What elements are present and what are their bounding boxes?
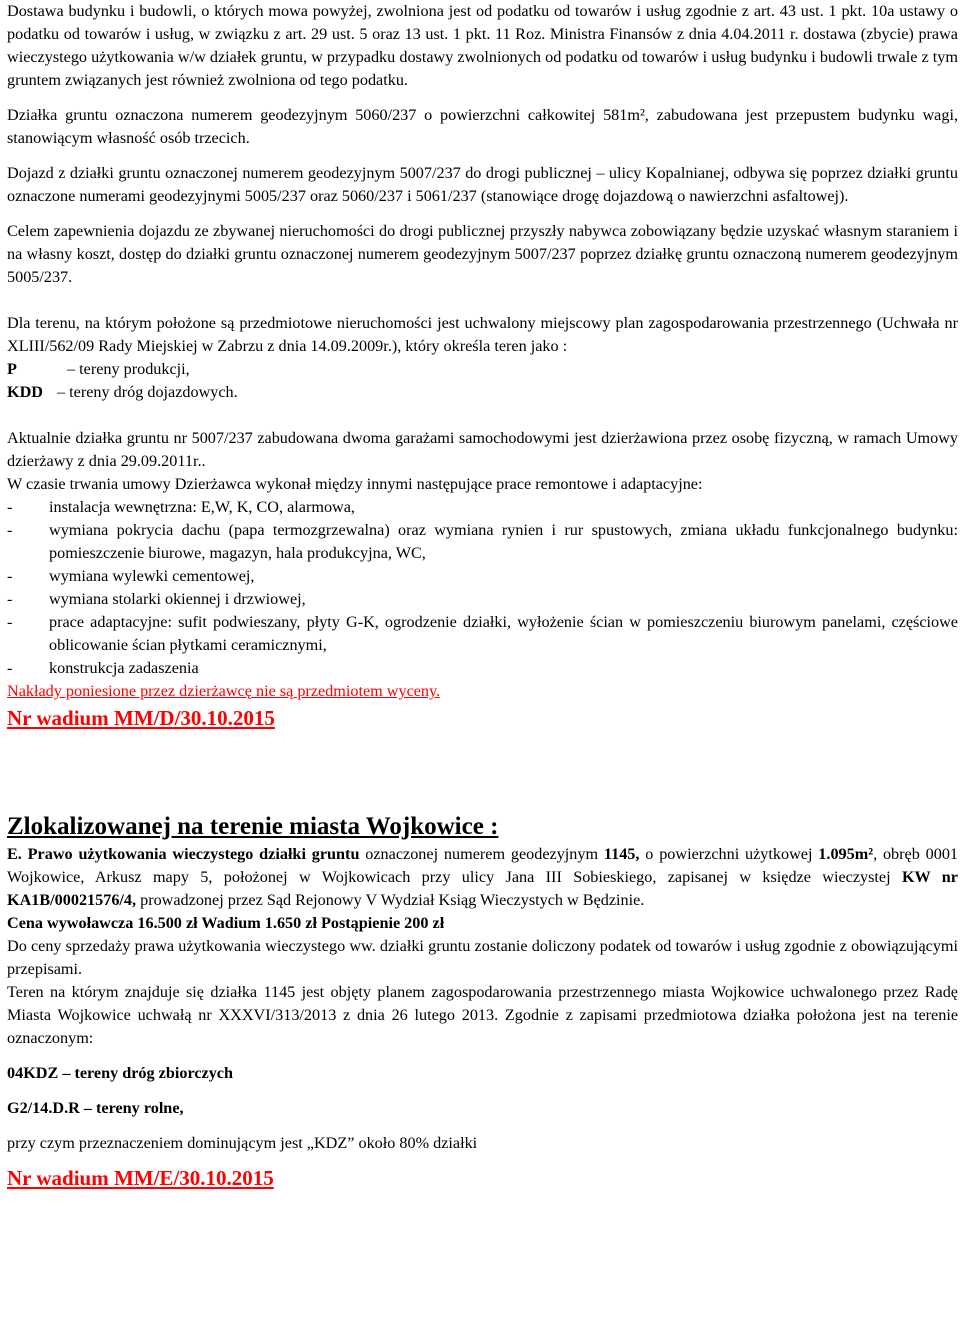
paragraph-access-obligation: Celem zapewnienia dojazdu ze zbywanej nieruchomości do drogi publicznej przyszły nabywca zobowiązany będzie uzyskać własnym staraniem i na własny koszt, dostęp do działki gruntu oznaczonej numerem geodezyjnym 5007/237 poprzez działkę gruntu oznaczoną numerem geodezyjnym 5005/237. xyxy=(7,222,958,286)
list-dash: - xyxy=(7,659,13,677)
paragraph-vat-note: Do ceny sprzedaży prawa użytkowania wieczystego ww. działki gruntu zostanie doliczony podatek od towarów i usług zgodnie z obowiązującymi przepisami. xyxy=(7,937,958,978)
zoning-code: KDD xyxy=(7,383,43,401)
list-dash: - xyxy=(7,590,13,608)
list-item xyxy=(7,519,958,565)
section-e-title: E. Prawo użytkowania wieczystego działki gruntu xyxy=(7,845,360,863)
list-dash: - xyxy=(7,567,13,585)
list-item-text: prace adaptacyjne: sufit podwieszany, płyty G-K, ogrodzenie działki, wyłożenie ścian w pomieszczeniu biurowym panelami, częściowe oblicowanie ścian płytkami ceramicznymi, xyxy=(49,613,958,654)
list-item-text: wymiana wylewki cementowej, xyxy=(49,567,255,585)
zoning-desc: – tereny produkcji, xyxy=(67,360,190,378)
paragraph-lease: Aktualnie działka gruntu nr 5007/237 zabudowana dwoma garażami samochodowymi jest dzierżawiona przez osobę fizyczną, w ramach Umowy dzierżawy z dnia 29.09.2011r.. xyxy=(7,429,958,470)
list-item-text: instalacja wewnętrzna: E,W, K, CO, alarmowa, xyxy=(49,498,355,516)
section-heading-wojkowice: Zlokalizowanej na terenie miasta Wojkowice : xyxy=(7,813,499,840)
list-item xyxy=(7,565,958,588)
paragraph-zoning-plan: Dla terenu, na którym położone są przedmiotowe nieruchomości jest uchwalony miejscowy plan zagospodarowania przestrzennego (Uchwała nr XLIII/562/09 Rady Miejskiej w Zabrzu z dnia 14.09.2009r.), który określa teren jako : xyxy=(7,314,958,355)
zoning-item-p xyxy=(7,358,958,381)
plot-area: 1.095m² xyxy=(818,845,874,863)
zoning-item-04kdz: 04KDZ – tereny dróg zbiorczych xyxy=(7,1064,233,1082)
list-item xyxy=(7,611,958,657)
document-page xyxy=(7,0,958,1193)
note-not-valued: Nakłady poniesione przez dzierżawcę nie są przedmiotem wyceny. xyxy=(7,682,441,700)
list-item-text: wymiana stolarki okiennej i drzwiowej, xyxy=(49,590,306,608)
section-e-text: , obręb 0001 Wojkowice, Arkusz mapy 5, położonej w Wojkowicach przy ulicy Jana III Sobieskiego, zapisanej w księdze wieczystej xyxy=(7,845,959,886)
paragraph-vat-exemption: Dostawa budynku i budowli, o których mowa powyżej, zwolniona jest od podatku od towarów i usług zgodnie z art. 43 ust. 1 pkt. 10a ustawy o podatku od towarów i usług, w związku z art. 29 ust. 5 oraz 13 ust. 1 pkt. 11 Roz. Ministra Finansów z dnia 4.04.2011 r. dostawa (zbycie) prawa wieczystego użytkowania w/w działek gruntu, w przypadku dostawy zwolnionych od podatku od towarów i usług budynku i budowli trwale z tym gruntem związanych jest również zwolniona od tego podatku. xyxy=(7,2,958,89)
list-dash: - xyxy=(7,498,13,516)
list-item-text: wymiana pokrycia dachu (papa termozgrzewalna) oraz wymiana rynien i rur spustowych, zmiana układu funkcjonalnego budynku: pomieszczenie biurowe, magazyn, hala produkcyjna, WC, xyxy=(49,521,958,562)
zoning-item-kdd xyxy=(7,381,958,404)
section-e-text: o powierzchni użytkowej xyxy=(639,845,819,863)
wadium-number-d: Nr wadium MM/D/30.10.2015 xyxy=(7,706,275,730)
list-item xyxy=(7,588,958,611)
paragraph-access-road: Dojazd z działki gruntu oznaczonej numerem geodezyjnym 5007/237 do drogi publicznej – ulicy Kopalnianej, odbywa się poprzez działki gruntu oznaczone numerami geodezyjnymi 5005/237 oraz 5060/237 i 5061/237 (stanowiące drogę dojazdową o nawierzchni asfaltowej). xyxy=(7,164,958,205)
section-e-text: oznaczonej numerem geodezyjnym xyxy=(359,845,604,863)
paragraph-works-intro: W czasie trwania umowy Dzierżawca wykonał między innymi następujące prace remontowe i adaptacyjne: xyxy=(7,475,703,493)
paragraph-wojkowice-plan: Teren na którym znajduje się działka 1145 jest objęty planem zagospodarowania przestrzennego miasta Wojkowice uchwalonego przez Radę Miasta Wojkowice uchwałą nr XXXVI/313/2013 z dnia 26 lutego 2013. Zgodnie z zapisami przedmiotowa działka położona jest na terenie oznaczonym: xyxy=(7,983,958,1047)
wadium-number-e: Nr wadium MM/E/30.10.2015 xyxy=(7,1166,274,1190)
land-register-number: KW nr KA1B/00021576/4, xyxy=(7,868,958,909)
paragraph-section-e xyxy=(7,843,958,912)
zoning-item-g2: G2/14.D.R – tereny rolne, xyxy=(7,1099,184,1117)
works-list xyxy=(7,496,958,680)
list-dash: - xyxy=(7,613,13,631)
section-e-text: prowadzonej przez Sąd Rejonowy V Wydział Ksiąg Wieczystych w Będzinie. xyxy=(136,891,645,909)
list-item xyxy=(7,657,958,680)
paragraph-dominant-use: przy czym przeznaczeniem dominującym jest „KDZ” około 80% działki xyxy=(7,1134,478,1152)
plot-number: 1145, xyxy=(603,845,640,863)
paragraph-plot-5060: Działka gruntu oznaczona numerem geodezyjnym 5060/237 o powierzchni całkowitej 581m², zabudowana jest przepustem budynku wagi, stanowiącym własność osób trzecich. xyxy=(7,106,958,147)
list-dash: - xyxy=(7,521,13,539)
list-item xyxy=(7,496,958,519)
price-line: Cena wywoławcza 16.500 zł Wadium 1.650 zł Postąpienie 200 zł xyxy=(7,914,445,932)
zoning-code: P xyxy=(7,360,17,378)
zoning-desc: – tereny dróg dojazdowych. xyxy=(57,383,238,401)
list-item-text: konstrukcja zadaszenia xyxy=(49,659,199,677)
